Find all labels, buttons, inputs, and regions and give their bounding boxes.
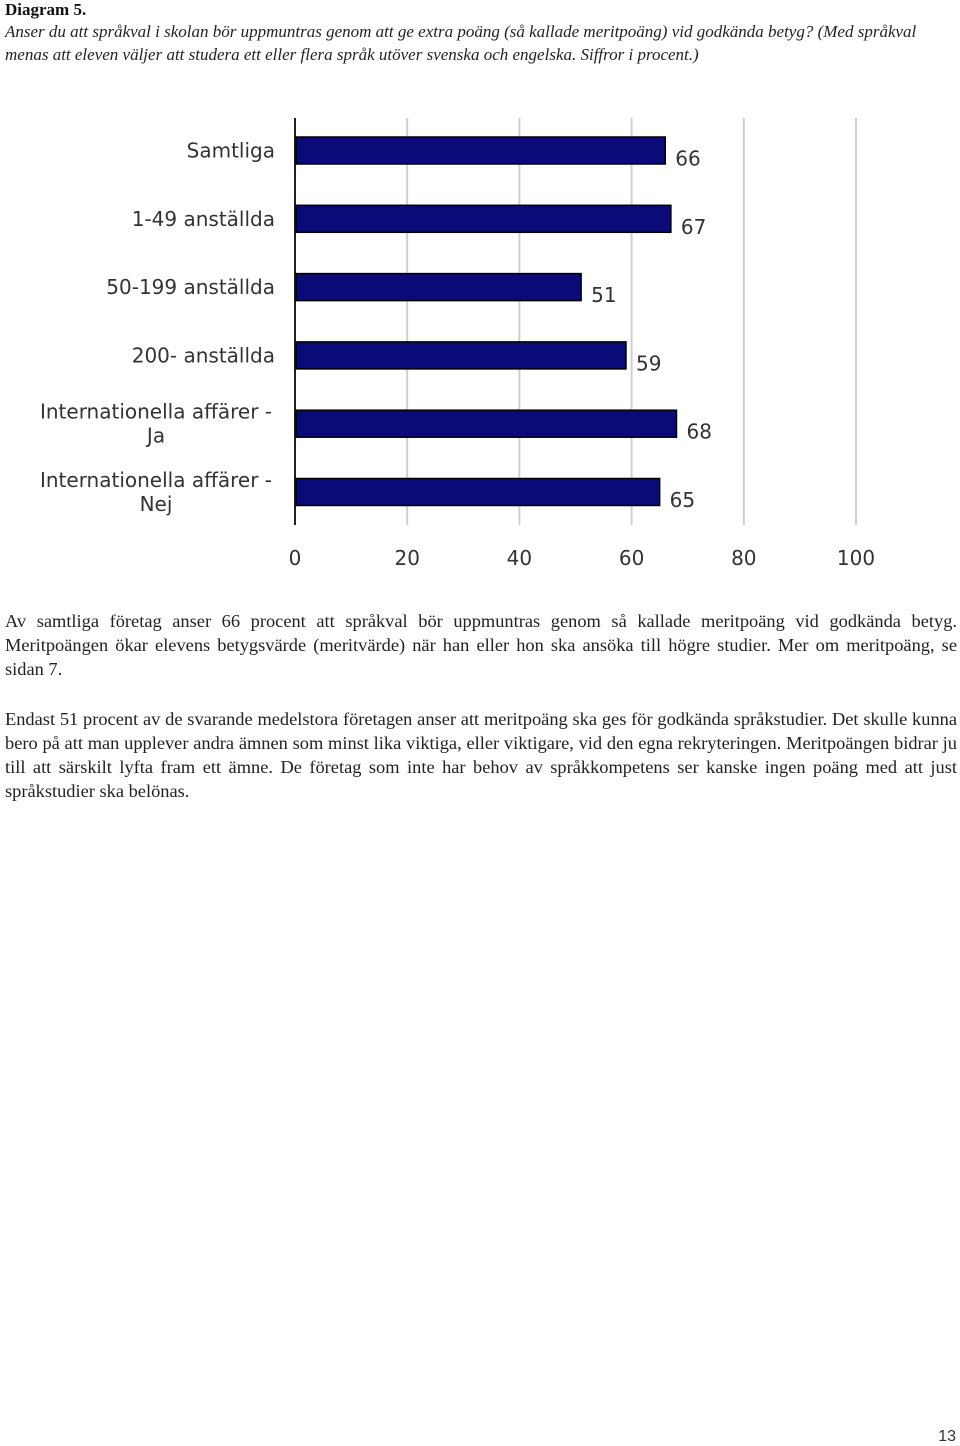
category-label: Internationella affärer -Ja (39, 399, 273, 448)
category-label: Internationella affärer -Nej (39, 468, 273, 516)
x-tick-label: 0 (288, 546, 302, 570)
x-tick-label: 100 (836, 546, 876, 570)
bar-value-label: 68 (686, 419, 712, 444)
x-tick-label: 80 (731, 546, 757, 570)
bar (296, 274, 581, 301)
page-number: 13 (938, 1428, 956, 1445)
x-tick-label: 60 (618, 546, 645, 570)
bar-value-label: 66 (675, 146, 701, 171)
bar-value-label: 67 (680, 214, 707, 239)
paragraph-1: Av samtliga företag anser 66 procent att språkval bör uppmuntras genom så kallade meritpoäng vid godkända betyg. Meritpoängen ökar elevens betygsvärde (meritvärde) när han eller hon ska ansöka till högre studier. Mer om meritpoäng, se sidan 7. (5, 611, 957, 679)
survey-question: Anser du att språkval i skolan bör uppmuntras genom att ge extra poäng (så kallade meritpoäng) vid godkända betyg? (Med språkval menas att eleven väljer att studera ett eller flera språk utöver svenska och engelska. Siffror i procent.) (5, 22, 917, 64)
diagram-heading: Diagram 5. (5, 0, 87, 19)
category-label: 1-49 anställda (131, 206, 275, 231)
category-label: 50-199 anställda (106, 275, 275, 300)
bar (296, 479, 660, 506)
chart-x-tick-labels (289, 546, 875, 570)
bar-value-label: 65 (669, 488, 696, 512)
chart-bars (296, 137, 676, 506)
x-tick-label: 20 (394, 546, 420, 570)
bar (296, 342, 626, 369)
x-tick-label: 40 (506, 546, 533, 570)
chart-category-labels (40, 139, 275, 517)
category-label: Samtliga (186, 138, 275, 163)
bar (296, 205, 671, 232)
paragraph-2: Endast 51 procent av de svarande medelstora företagen anser att meritpoäng ska ges för godkända språkstudier. Det skulle kunna bero på att man upplever andra ämnen som minst lika viktiga, eller viktigare, vid den egna rekryteringen. Meritpoängen bidrar ju till att särskilt lyfta fram ett ämne. De företag som inte har behov av språkkompetens ser kanske ingen poäng med att just språkstudier ska belönas. (5, 709, 957, 801)
category-label: 200- anställda (131, 343, 275, 368)
bar (296, 410, 676, 437)
bar-chart (0, 100, 960, 590)
bar-value-label: 51 (591, 283, 617, 308)
bar (296, 137, 665, 164)
chart-value-labels (591, 147, 712, 513)
bar-value-label: 59 (635, 351, 662, 376)
chart-gridlines (295, 118, 856, 525)
